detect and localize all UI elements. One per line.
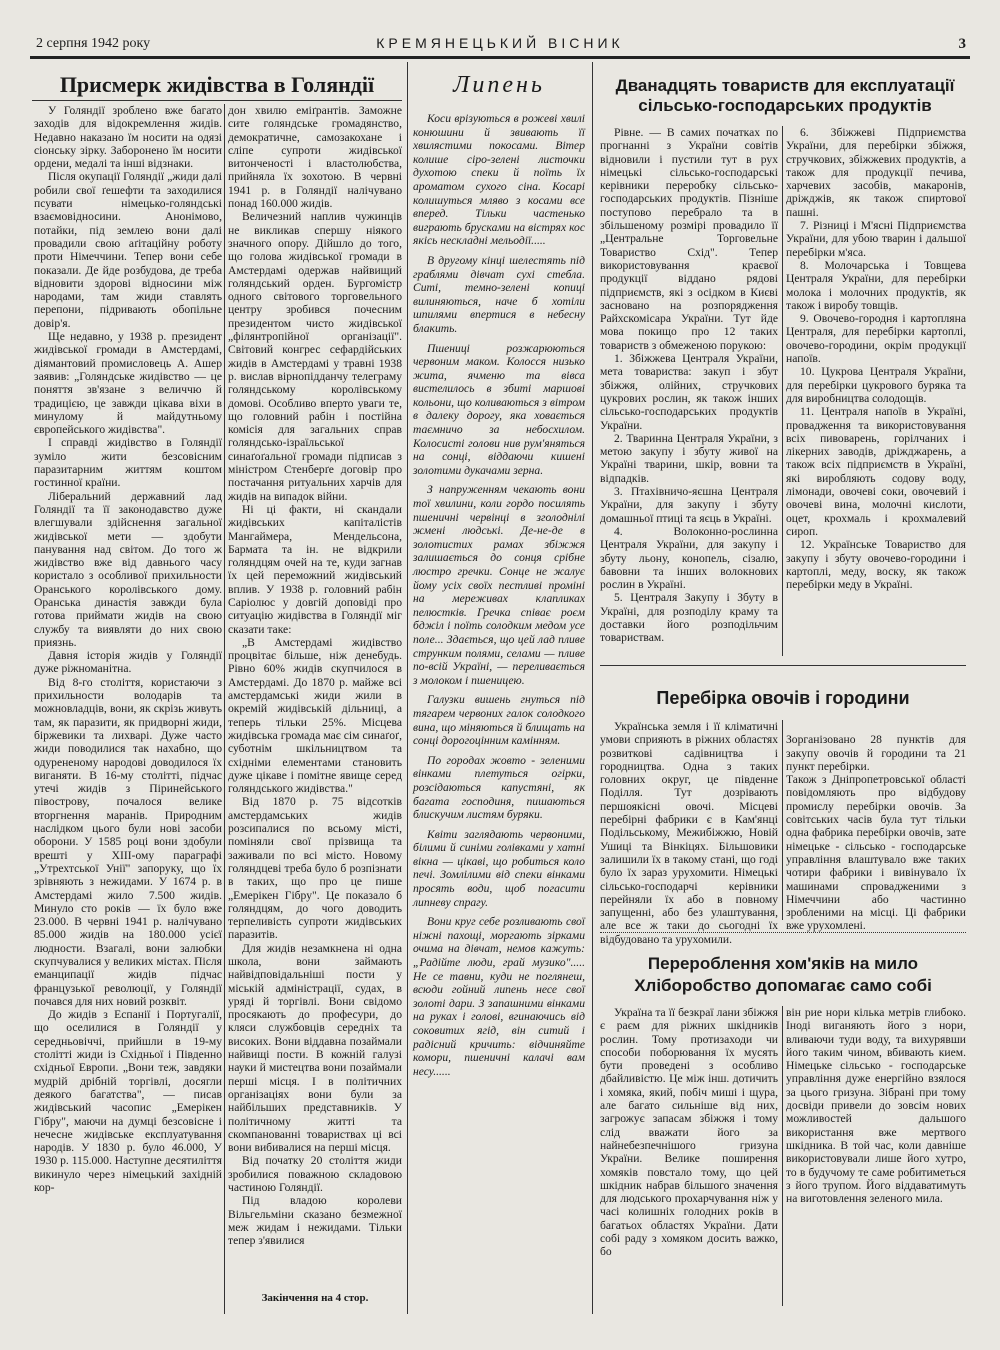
list-item: 3. Птахівничо-яєшна Централя України, для закупу і збуту домашньої птиці та яєць в Україні. xyxy=(600,485,778,525)
list-item: 9. Овочево-городня і картопляна Централя, для перебірки картоплі, овочево-городини, окрім продукції напоїв. xyxy=(786,312,966,366)
paragraph: Ліберальний державний лад Голяндії та її законодавство дуже влегшували здійснення загальної жидівської мети — здобути панування над світом. До того ж жидівство вже від давнього часу користало з особливої прихильности Оранського королівського дому. Оранська династія завжди була готова приймати жидів на свою службу та виявляти до них свою приязнь. xyxy=(34,489,222,649)
paragraph: Для жидів незамкнена ні одна школа, вони займають найвідповідальніші пости у міській адміністрації, судах, в уряді й торгівлі. Вони свідомо просякають до професури, до кляси службовців середніх та високих. Вони віддавна позаймали найвищі пости. В кожній галузі науки й мистецтва вони позаймали перші місця. І в політичних організаціях вони були за найбільших представників. У політичному житті та скомпанованні товариствах ці всі вони вибивалися на перші місця. xyxy=(228,941,402,1155)
issue-date: 2 серпня 1942 року xyxy=(36,36,151,51)
list-item: 12. Українське Товариство для закупу і збуту овочево-городини і картоплі, меду, воску, як також перебірки меду в Україні. xyxy=(786,538,966,592)
stanza: Коси врізуються в рожеві хвилі конюшини й звивають її хвилястими покосами. Вітер колише сіро-зелені листочки духотою спеки й поїть їх ароматом сухого сіна. Косарі колишуться мляво з косами все вперед. Тільки частенько виграють брусками на вістрях кос якісь нескладні мельодії..... xyxy=(413,112,585,248)
list-item: 7. Різниці і М'ясні Підприємства України, для убою тварин і дальшої перебірки м'яса. xyxy=(786,219,966,259)
list-item: 6. Збіжжеві Підприємства України, для перебірки збіжжя, стручкових, збіжжевих продуктів, а також для продукції печива, харчевих засобів, макаронів, дріжджів, як також спиртової пашні. xyxy=(786,126,966,219)
stanza: По городах жовто - зеленими вінками плетуться огірки, розсідаються капустяні, як багата господиня, пишаються блискучим листям буряки. xyxy=(413,753,585,822)
column-rule xyxy=(407,62,408,1314)
list-item: 1. Збіжжева Централя України, мета товариства: закуп і збут збіжжя, олійних, стручкових цукрових рослин, як також інших сільсько-господарських продуктів України. xyxy=(600,352,778,432)
section-rule xyxy=(600,932,966,934)
paragraph: У Голяндії зроблено вже багато заходів для відокремлення жидів. Недавно наказано їм носити на одязі сіонську зірку. Заборонено їм носити ордени, медалі та інші відзнаки. xyxy=(34,104,222,171)
stanza: В другому кінці шелестять під граблями дівчат сухі стебла. Ситі, темно-зелені копиці вилиняються, наче б хотіли шпилями впертися в небесну блакить. xyxy=(413,253,585,335)
list-item: 2. Тваринна Централя України, з метою закупу і збуту живої на Україні тварини, шкір, вовни та відпадків. xyxy=(600,431,778,485)
article2-title: Дванадцять товариств для експлуатації сільсько-господарських продуктів xyxy=(615,76,955,115)
stanza: Пшениці розжарюються червоним маком. Колосся низько жита, ячменю та вівса вистелилось в збиті маршові кольони, що коливаються з вітром в далеку дорогу, яка ховається таємничо за небосхилом. Колосисті голови нив рум'яняться на сонці, віддаючи кишені золотими дукачами зерна. xyxy=(413,341,585,477)
paragraph: Ще недавно, у 1938 р. президент жидівської громади в Амстердамі, діямантовий промисловець А. Ашер заявив: „Голяндське жидівство — це поняття зв'язане з величчю й традицією, це завжди цікава віхи в минулому й майдутньому європейського жидівства". xyxy=(34,330,222,437)
paragraph: Від 1870 р. 75 відсотків амстердамських жидів розсипалися по всьому місті, поміняли свої прізвища та заживали по всі місто. Новому голяндцеві треба було б розпізнати в таких, що про це пише „Емерікен Гібру". Це показало б голяндцям, до чого доводить терпеливість супроти жидівських паразитів. xyxy=(228,795,402,942)
list-item: 11. Централя напоїв в Україні, провадження та використовування всіх пивоварень, горілчаних і лікерних заводів, дріжджарень, а також всіх підприємств в Україні, які виробляють содову воду, лімонади, овочеві соки, овочевий і овочеві вина, молочні кислоти, оцет, крохмаль і крохмалевий сироп. xyxy=(786,405,966,538)
paragraph: дон хвилю еміґрантів. Заможне сите голяндське громадянство, демократичне, самозакохане і сліпе супроти жидівської витонченості і властолюбства, прийняла їх зохотою. В червні 1941 р. в Голяндії налічувано понад 160.000 жидів. xyxy=(228,104,402,211)
paragraph: І справді жидівство в Голяндії зуміло жити безсовісним паразитарним життям коштом гостинної країни. xyxy=(34,436,222,490)
paragraph: Після окупації Голяндії „жиди далі робили свої ґешефти та заходилися псувати німецько-голяндські взаємовідносини. Анонімово, потайки, під землею вони далі провадили свою аґітаційну роботу проти Німеччини. Тепер вони себе показали. Де йде розбудова, де треба відновити здорові відносини між народами, там жиди ставлять перепони, підривають обопільне довір'я. xyxy=(34,170,222,330)
list-item: 10. Цукрова Централя України, для перебірки цукрового буряка та для виробництва солодощів. xyxy=(786,365,966,405)
paragraph: Від 8-го століття, користаючи з прихильности володарів та можновладців, вони, як скрізь живуть там, як паразити, як придворні жиди, біржевики та лихварі. Дуже часто жиди поводилися так нахабно, що одурененому народові доводилося їх виганяти. В 16-му столітті, підчас утечі жидів з Піринейського півострову, почалося велике вторгнення маранів. Природним наслідком цього були нові засоби оборони. У 1585 році вони здобули врешті у ХІІІ-ому параграфі „Утрехтської Унії" запоруку, що їх зрівняють з нежидами. У 1674 р. в Амстердамі жило 7.500 жидів. Минуло сто років — їх було вже 23.000. В червні 1941 р. налічувано 85.000 жидів на 180.000 усієї людности. Взагалі, вони залюбки скупчувалися у великих містах. Після еманципації жидів підчас французької революції, у Голяндії почався для них новий розквіт. xyxy=(34,675,222,1008)
page-number: 3 xyxy=(958,36,966,52)
section-rule xyxy=(600,665,966,666)
column-rule xyxy=(592,62,593,1314)
paragraph: Рівне. — В самих початках по прогнанні з України совітів відновили і пустили тут в рух німецькі сільсько-господарські керівники переробку сільсько-господарських продуктів. Пізніше поступово перебрало та в збільшеному розмірі провадило її „Центральне Торговельне Товариство Схід". Тепер використовування краєвої продукції віддано рядові підприємств, які з осідком в Києві засновано на розпорядження Райхскомісара України. Тут йде мова покищо про 12 таких товариств з обмеженою порукою: xyxy=(600,126,778,352)
stanza: З напруженням чекають вони тої хвилини, коли гордо посилять пшеничні червінці в зголоднілі жмені людські. Де-не-де в золотистих рамах збіжжя залишається до сонця срібне люстро гречки. Сонце не жалує йому усіх своїх пестливі проміні на мереживах клапликах пелюстків. Гречка співає роєм бджіл і поїть солодким медом усе поле... Здається, що цей лад пливе струнким полями, селами — пливе по-всій Україні, — переливається з молоком і пшеницею. xyxy=(413,483,585,687)
paragraph: Українська земля і її кліматичні умови сприяють в ріжних областях розвиткові садівництва і городництва. Одна з таких головних округ, це південне Поділля. Тут дозрівають першоякісні овочі. Місцеві перебірні фабрики є в Кам'янці Подільському, Межибіжжю, Новій Ушиці та Вінкіцях. Більшовики залишили їх в такому стані, що годі було їх зараз урухомити. Німецькі сільсько-господарчі керівники перейняли їх або в повному запущенні, або без улаштування, але все ж таки до сьогодні їх відбудовано та урухомили. xyxy=(600,720,778,946)
paragraph: Давня історія жидів у Голяндії дуже ріжноманітна. xyxy=(34,649,222,676)
poem-column xyxy=(413,112,585,1312)
paragraph: Україна та її безкраї лани збіжжя є раєм для ріжних шкідників рослин. Тому протизаходи чи способи поборювання їх мусять бути проведені з особливо дбайливістю. Це між інш. дотичить і хомяка, який, побіч миші і щура, але багато сильніше від них, загрожує запасам збіжжя і тому слід вважати його за найнебезпечнішого гризуна України. Велике поширення хомяків повстало тому, що цей шкідник набрав більшого значення для людського прохарчування ніж у часі колишніх голодних років в багатьох областях України. Дати собі раду з хомяком досить важко, бо xyxy=(600,1006,778,1259)
article1-title: Присмерк жидівства в Голяндії xyxy=(59,72,375,97)
title-underline xyxy=(32,100,402,101)
paragraph: він рие нори кілька метрів глибоко. Іноді виганяють його з нори, вливаючи туди воду, та вихурявши його таким чином, вбивають кием. Німецьке сільсько - господарське управління дуже енергійно взялося за цього гризуна. Зібрані при тому досвіди привели до зовсім нових можливостей дальшого використання вже мертвого шкідника. В той час, коли давніше використовували лише його хутро, то в будучому те саме робитиметься з його трупом. Його віддаватимуть на виготовлення зеленого мила. xyxy=(786,1006,966,1206)
paragraph: Від початку 20 століття жиди зробилися поважною складовою частиною Голяндії. xyxy=(228,1154,402,1195)
article1-column1 xyxy=(34,104,222,1304)
masthead xyxy=(30,34,970,59)
article3-title: Перебірка овочів і городини xyxy=(656,688,910,708)
paragraph: „В Амстердамі жидівство процвітає більше, ніж денебудь. Рівно 60% жидів скупчилося в Амстердамі. До 1870 р. майже всі амстердамські жиди жили в окремій жидівській дільниці, а теперь тільки 25%. Місцева жидівська громада має сім синаґоґ, суботнім шкільництвом та східніми елементами становить дуже цікаве і помітне явище серед голяндського жидівства." xyxy=(228,635,402,796)
list-item: 4. Волоконно-рослинна Централя України, для закупу і збуту льону, конопель, сізалю, бавовни та інших волокнових рослин в Україні. xyxy=(600,524,778,592)
column-rule xyxy=(224,104,225,1314)
paragraph: До жидів з Еспанії і Португалії, що оселилися в Голяндії у середньовіччі, прийшли в 19-му столітті жиди із Східньої і Південно східньої Европи. „Вони теж, завдяки мудрій дрібній торгівлі, досягли деякого багатства", — писав жидівський часопис „Емерікен Гібру", маючи на думці безсовісне і нечесне жидівське експлуатування народів. У 1830 р. було 46.000, У 1930 р. 115.000. Наступне десятиліття викинуло через німецький західній кор- xyxy=(34,1008,222,1195)
column-rule xyxy=(782,126,783,656)
stanza: Квіти заглядають червоними, білими й синіми голівками у хатні вікна — цікаві, що робиться коло печі. Зомлілими від спеки вінками просять води, щоб погасити липневу спрагу. xyxy=(413,827,585,909)
article4-subtitle: Хліборобство допомагає само собі xyxy=(634,976,932,995)
article1-column2 xyxy=(228,104,402,1284)
poem-title: Липень xyxy=(453,72,545,98)
stanza: Вони круг себе розливають свої ніжні пахощі, моргають зірками очима на дівчат, немов кажуть: „Радійте люди, грай музико"..... Не се тавни, куди не поглянеш, всюди гойний липень несе свої золоті дари. З запашними вінками на руках і голові, вгинаючись від соковитих ягід, він ситий і радісний кричить: відчиняйте комори, пшеничні калачі вам несу...... xyxy=(413,915,585,1078)
article4-column1 xyxy=(600,1006,778,1311)
article2-column2 xyxy=(786,126,966,656)
column-rule xyxy=(782,720,783,920)
paragraph: Під владою королеви Вільгельміни сказано безмежної меж жидам і нежидами. Тільки тепер з'явилися xyxy=(228,1194,402,1248)
paragraph: Величезний наплив чужинців не викликав спершу ніякого значного опору. Дійшло до того, що голова жидівської громади в Амстердамі одержав найвищий голяндський орден. Бургомістр одного світового торговельного центру зробився почесним президентом чисто жидівської „філянтропійної організації". Світовий конгрес сефардійських жидів в Амстердамі у травні 1938 р. вислав вірнопідданчу телеграму голяндському королівському домові. Особливо вперто уваги те, що головний рабін і постійна комісія для загальних справ голяндсько-ізраїльської синаґоґальної громади підписав з міністром Стенберґе договір про постачання ритуальних харчів для жидів на випадок війни. xyxy=(228,210,402,503)
article4-column2 xyxy=(786,1006,966,1311)
article3-column1 xyxy=(600,720,778,946)
article3-column2 xyxy=(786,720,966,933)
list-item: 5. Централя Закупу і Збуту в Україні, для розподілу краму та доставки його розподільчим товариствам. xyxy=(600,591,778,645)
continuation-note: Закінчення на 4 стор. xyxy=(261,1292,369,1304)
stanza: Галузки вишень гнуться під тягарем червоних галок солодкого вина, що міняються й блищать на сонці дорогоцінним камінням. xyxy=(413,693,585,748)
newspaper-title: КРЕМЯНЕЦЬКИЙ ВІСНИК xyxy=(376,35,624,51)
article4-title: Перероблення хом'яків на мило xyxy=(647,954,919,973)
column-rule xyxy=(782,1006,783,1306)
paragraph: Ні ці факти, ні скандали жидівських капіталістів Мангаймера, Мендельсона, Бармата та ін. не відкрили голяндцям очей на те, куди загнав їх цей переможний жидівський вплив. У 1938 р. головний рабін Саріолюс у довгій доповіді про ситуацію жидівства в Голяндії міг сказати таке: xyxy=(228,502,402,636)
article2-column1 xyxy=(600,126,778,656)
list-item: 8. Молочарська і Товщева Централя України, для перебірки молока і молочних продуктів, як також і виробу товщів. xyxy=(786,258,966,312)
paragraph: Зорганізовано 28 пунктів для закупу овочів й городини та 21 пункт перебірки. Також з Дніпропетровської області повідомляють про відбудову промислу перебірки овочів. За совітських часів була тут тільки одна фабрика перебірки овочів, зате німецьке - сільсько - господарське управління влаштувало вже таких чотири фабрики і вивінувало їх машинами спровадженими з Німеччини або частинно зробленими на місці. Ці фабрики вже урухомлені. xyxy=(786,733,966,933)
